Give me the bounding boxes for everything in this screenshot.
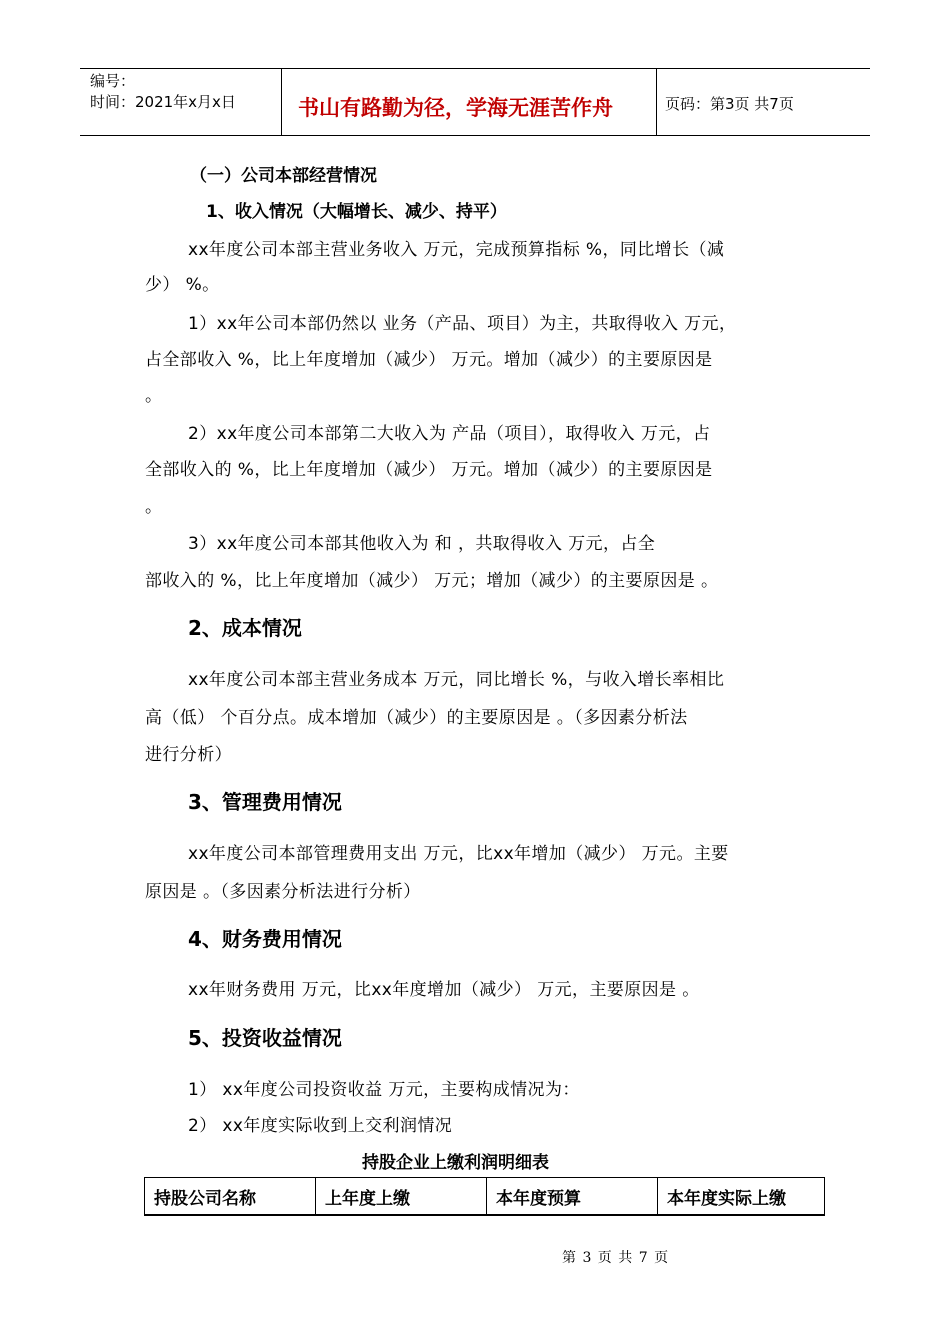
income-item2-line: 。 — [145, 497, 163, 517]
invest-heading: 5、投资收益情况 — [188, 1026, 342, 1050]
finance-heading: 4、财务费用情况 — [188, 927, 342, 951]
income-item1-line: 1）xx年公司本部仍然以 业务（产品、项目）为主，共取得收入 万元， — [188, 314, 737, 334]
doc-date-label: 时间：2021年x月x日 — [90, 93, 236, 111]
header-bottom-rule — [80, 135, 870, 136]
table-header-cell: 本年度实际上缴 — [658, 1178, 825, 1216]
doc-number-label: 编号： — [90, 72, 136, 90]
cost-heading: 2、成本情况 — [188, 616, 302, 640]
cost-para-line: xx年度公司本部主营业务成本 万元，同比增长 %，与收入增长率相比 — [188, 670, 725, 690]
invest-item: 1） xx年度公司投资收益 万元，主要构成情况为： — [188, 1080, 580, 1100]
table-header-cell: 上年度上缴 — [316, 1178, 487, 1216]
admin-para-line: 原因是 。（多因素分析法进行分析） — [145, 882, 421, 902]
admin-para-line: xx年度公司本部管理费用支出 万元，比xx年增加（减少） 万元。主要 — [188, 844, 729, 864]
page-footer: 第 3 页 共 7 页 — [562, 1250, 670, 1266]
section-title: （一）公司本部经营情况 — [190, 166, 377, 186]
income-item3-line: 部收入的 %，比上年度增加（减少） 万元；增加（减少）的主要原因是 。 — [145, 571, 719, 591]
finance-para-line: xx年财务费用 万元，比xx年度增加（减少） 万元，主要原因是 。 — [188, 980, 700, 1000]
header-divider-right — [656, 68, 657, 135]
income-item1-line: 。 — [145, 386, 163, 406]
income-para-line: xx年度公司本部主营业务收入 万元，完成预算指标 %，同比增长（减 — [188, 240, 725, 260]
income-para-line: 少） %。 — [145, 275, 220, 295]
profit-detail-table — [144, 1177, 825, 1216]
table-caption: 持股企业上缴利润明细表 — [362, 1153, 549, 1173]
header-divider-left — [281, 68, 282, 135]
header-top-rule — [80, 68, 870, 69]
table-header-cell: 持股公司名称 — [145, 1178, 316, 1216]
table-header-row — [145, 1178, 825, 1216]
income-item2-line: 全部收入的 %，比上年度增加（减少） 万元。增加（减少）的主要原因是 — [145, 460, 713, 480]
admin-heading: 3、管理费用情况 — [188, 790, 342, 814]
invest-item: 2） xx年度实际收到上交利润情况 — [188, 1116, 453, 1136]
income-heading: 1、收入情况（大幅增长、减少、持平） — [206, 202, 507, 222]
cost-para-line: 高（低） 个百分点。成本增加（减少）的主要原因是 。（多因素分析法 — [145, 708, 688, 728]
header-motto: 书山有路勤为径，学海无涯苦作舟 — [298, 96, 613, 120]
page-number-label: 页码：第3页 共7页 — [665, 95, 794, 113]
income-item1-line: 占全部收入 %，比上年度增加（减少） 万元。增加（减少）的主要原因是 — [145, 350, 713, 370]
cost-para-line: 进行分析） — [145, 745, 232, 765]
table-header-cell: 本年度预算 — [487, 1178, 658, 1216]
income-item2-line: 2）xx年度公司本部第二大收入为 产品（项目），取得收入 万元，占 — [188, 424, 711, 444]
income-item3-line: 3）xx年度公司本部其他收入为 和 ，共取得收入 万元，占全 — [188, 534, 656, 554]
